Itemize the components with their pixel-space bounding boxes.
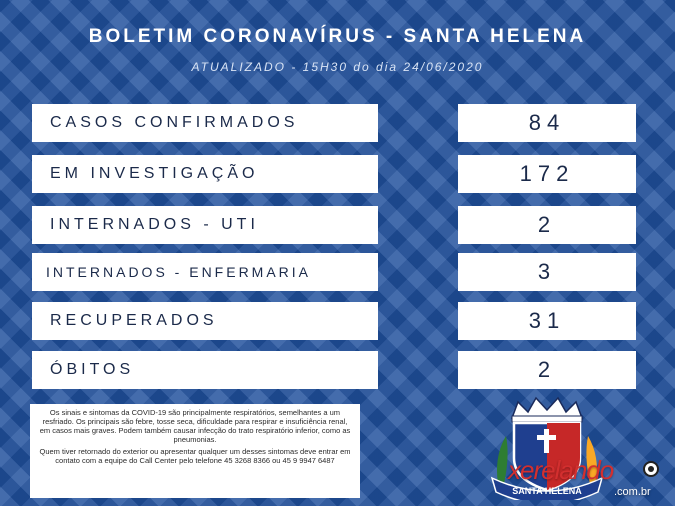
label-obitos: ÓBITOS — [32, 351, 378, 389]
value-em-investigacao: 172 — [458, 155, 636, 193]
label-recuperados: RECUPERADOS — [32, 302, 378, 340]
value-recuperados: 31 — [458, 302, 636, 340]
symptoms-info-box — [30, 404, 360, 498]
page-title: BOLETIM CORONAVÍRUS - SANTA HELENA — [88, 26, 587, 47]
watermark-brand: xerelando — [508, 455, 614, 485]
label-em-investigacao: EM INVESTIGAÇÃO — [32, 155, 378, 193]
value-internados-enfermaria: 3 — [458, 253, 636, 291]
banner-text: SANTA HELENA — [512, 486, 582, 496]
value-obitos: 2 — [458, 351, 636, 389]
label-internados-uti: INTERNADOS - UTI — [32, 206, 378, 244]
value-internados-uti: 2 — [458, 206, 636, 244]
value-casos-confirmados: 84 — [458, 104, 636, 142]
update-subtitle: ATUALIZADO - 15H30 do dia 24/06/2020 — [191, 60, 484, 74]
label-casos-confirmados: CASOS CONFIRMADOS — [32, 104, 378, 142]
symptoms-paragraph: Os sinais e sintomas da COVID-19 são principalmente respiratórios, semelhantes a um resfriado. Os principais são febre, tosse seca, dificuldade para respirar e insuficiência renal, em casos mais graves. Podem também causar infecção do trato respiratório inferior, como as pneumonias. — [39, 408, 351, 444]
eye-icon — [643, 461, 659, 477]
contact-paragraph: Quem tiver retornado do exterior ou apresentar qualquer um desses sintomas deve entrar em contato com a equipe do Call Center pelo telefone 45 3268 8366 ou 45 9 9947 6487 — [39, 447, 351, 465]
label-internados-enfermaria: INTERNADOS - ENFERMARIA — [32, 253, 378, 291]
watermark-domain: .com.br — [614, 486, 651, 498]
